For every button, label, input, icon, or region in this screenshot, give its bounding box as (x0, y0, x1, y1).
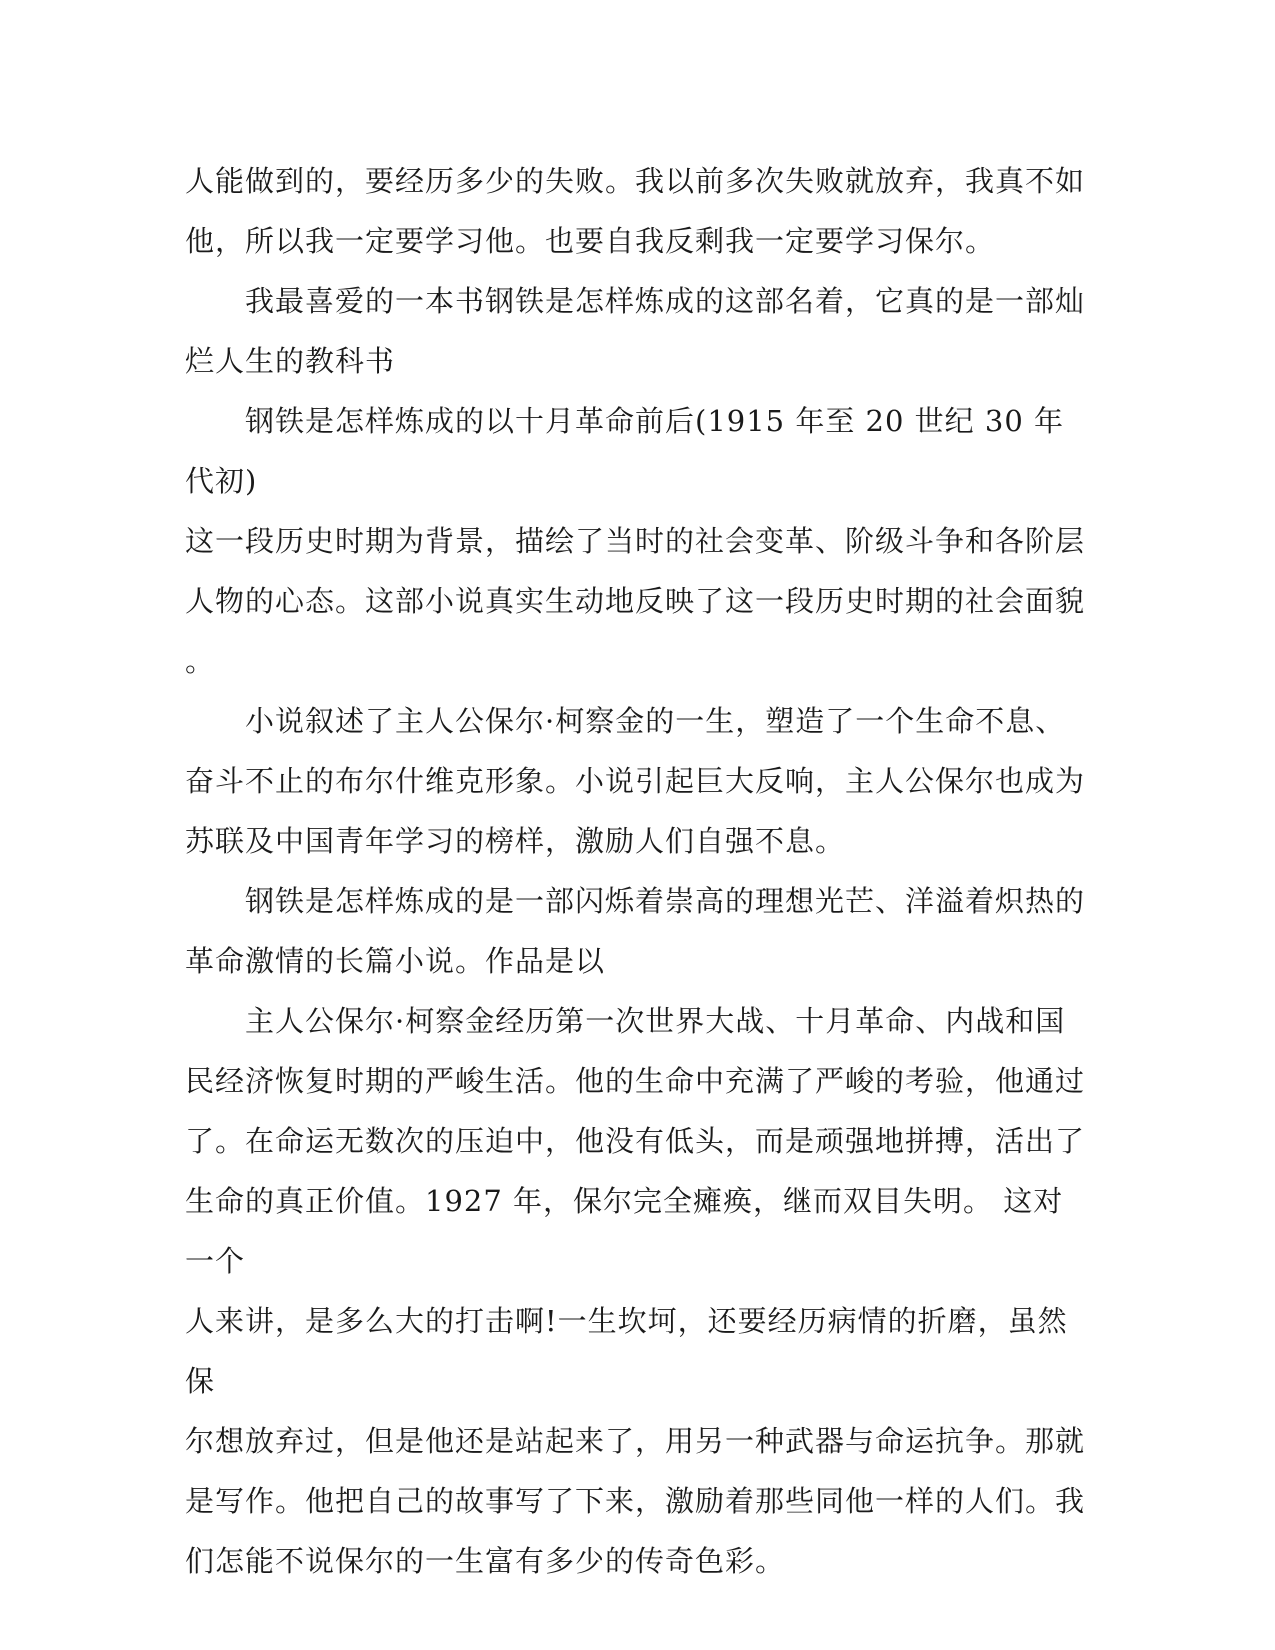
document-body (185, 151, 1085, 1591)
paragraph-1: 人能做到的，要经历多少的失败。我以前多次失败就放弃，我真不如 他，所以我一定要学习他。也要自我反剩我一定要学习保尔。 (185, 164, 1086, 258)
paragraph-3: 钢铁是怎样炼成的以十月革命前后(1915 年至 20 世纪 30 年代初) 这一段历史时期为背景，描绘了当时的社会变革、阶级斗争和各阶层 人物的心态。这部小说真实生动地反映了这一段历史时期的社会面貌 。 (185, 404, 1086, 678)
paragraph-5: 钢铁是怎样炼成的是一部闪烁着崇高的理想光芒、洋溢着炽热的 革命激情的长篇小说。作品是以 (185, 884, 1086, 978)
paragraph-2: 我最喜爱的一本书钢铁是怎样炼成的这部名着，它真的是一部灿 烂人生的教科书 (185, 284, 1086, 378)
paragraph-4: 小说叙述了主人公保尔·柯察金的一生，塑造了一个生命不息、 奋斗不止的布尔什维克形象。小说引起巨大反响，主人公保尔也成为 苏联及中国青年学习的榜样，激励人们自强不息。 (185, 704, 1086, 858)
paragraph-6: 主人公保尔·柯察金经历第一次世界大战、十月革命、内战和国 民经济恢复时期的严峻生活。他的生命中充满了严峻的考验，他通过 了。在命运无数次的压迫中，他没有低头，而是顽强地拼搏，活出了 生命的真正价值。1927 年，保尔完全瘫痪，继而双目失明。 这对一个 人来讲，是多么大的打击啊!一生坎坷，还要经历病情的折磨，虽然保 尔想放弃过，但是他还是站起来了，用另一种武器与命运抗争。那就 是写作。他把自己的故事写了下来，激励着那些同他一样的人们。我 们怎能不说保尔的一生富有多少的传奇色彩。 (185, 1004, 1086, 1578)
